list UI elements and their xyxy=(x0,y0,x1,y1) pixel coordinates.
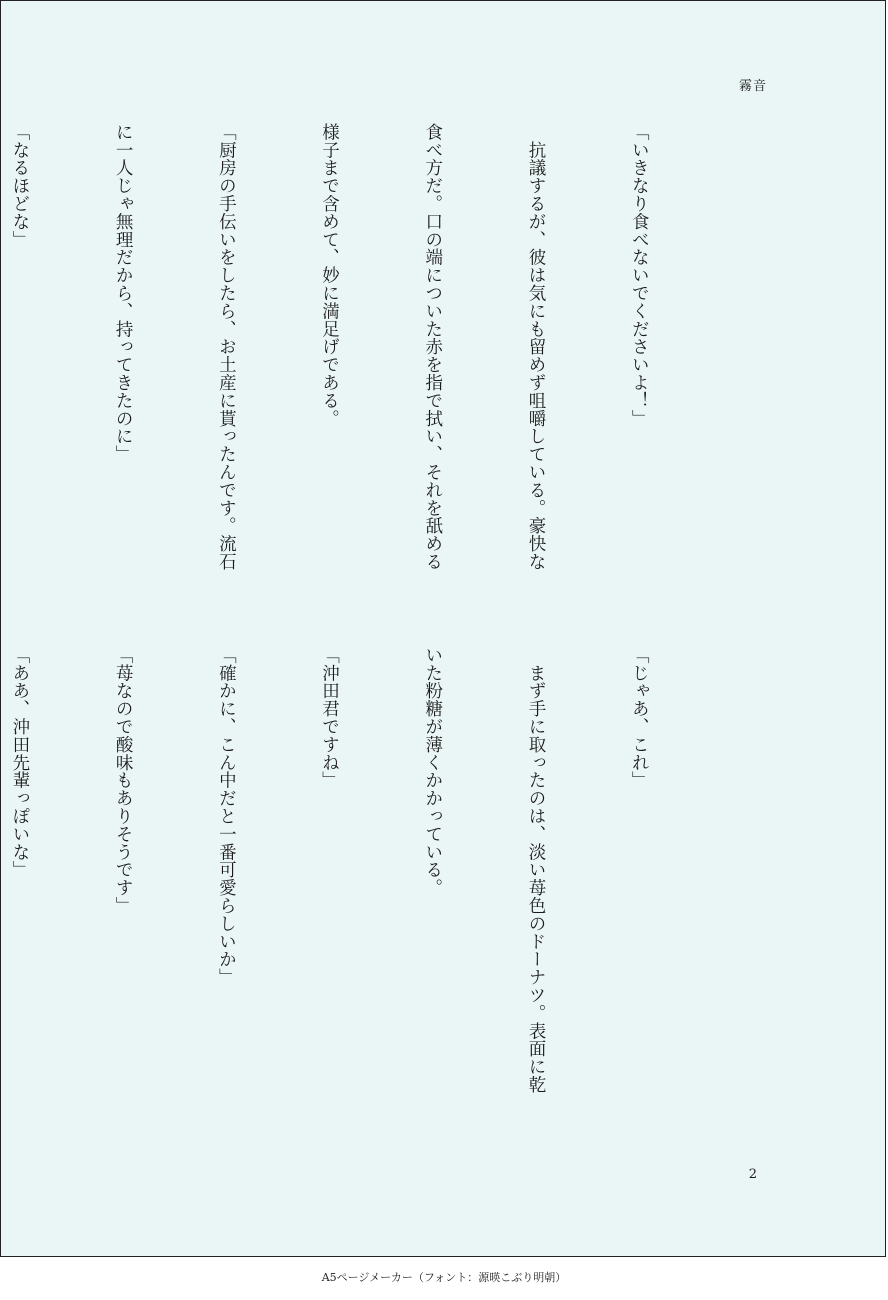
text-line: 「なるほどな」 xyxy=(9,123,30,249)
running-header: 霧音 xyxy=(738,79,767,94)
footer-credit: A5ページメーカー（フォント：源暎こぶり明朝） xyxy=(321,1271,567,1284)
text-line: 「厨房の手伝いをしたら、お土産に貰ったんです。流石 xyxy=(216,123,237,571)
text-line: まず手に取ったのは、淡い苺色のドーナツ。表面に乾 xyxy=(525,646,546,1094)
text-line: 「いきなり食べないでくださいよ！」 xyxy=(629,123,650,428)
text-line: に一人じゃ無理だから、持ってきたのに」 xyxy=(113,123,134,464)
text-line: 「確かに、こん中だと一番可愛らしいか」 xyxy=(216,646,237,987)
lower-text-block xyxy=(0,646,725,1146)
page-number: 2 xyxy=(748,1167,757,1182)
text-line: 抗議するが、彼は気にも留めず咀嚼している。豪快な xyxy=(525,123,546,571)
text-line: 「沖田君ですね」 xyxy=(319,646,340,790)
upper-text-block xyxy=(0,123,725,623)
text-line: いた粉糖が薄くかかっている。 xyxy=(422,646,443,897)
text-line: 「じゃあ、これ」 xyxy=(629,646,650,790)
text-line: 「ああ、沖田先輩っぽいな」 xyxy=(9,646,30,879)
text-line: 食べ方だ。口の端についた赤を指で拭い、それを舐める xyxy=(422,123,443,571)
text-line: 様子まで含めて、妙に満足げである。 xyxy=(319,123,340,428)
text-line: 「苺なので酸味もありそうです」 xyxy=(113,646,134,915)
